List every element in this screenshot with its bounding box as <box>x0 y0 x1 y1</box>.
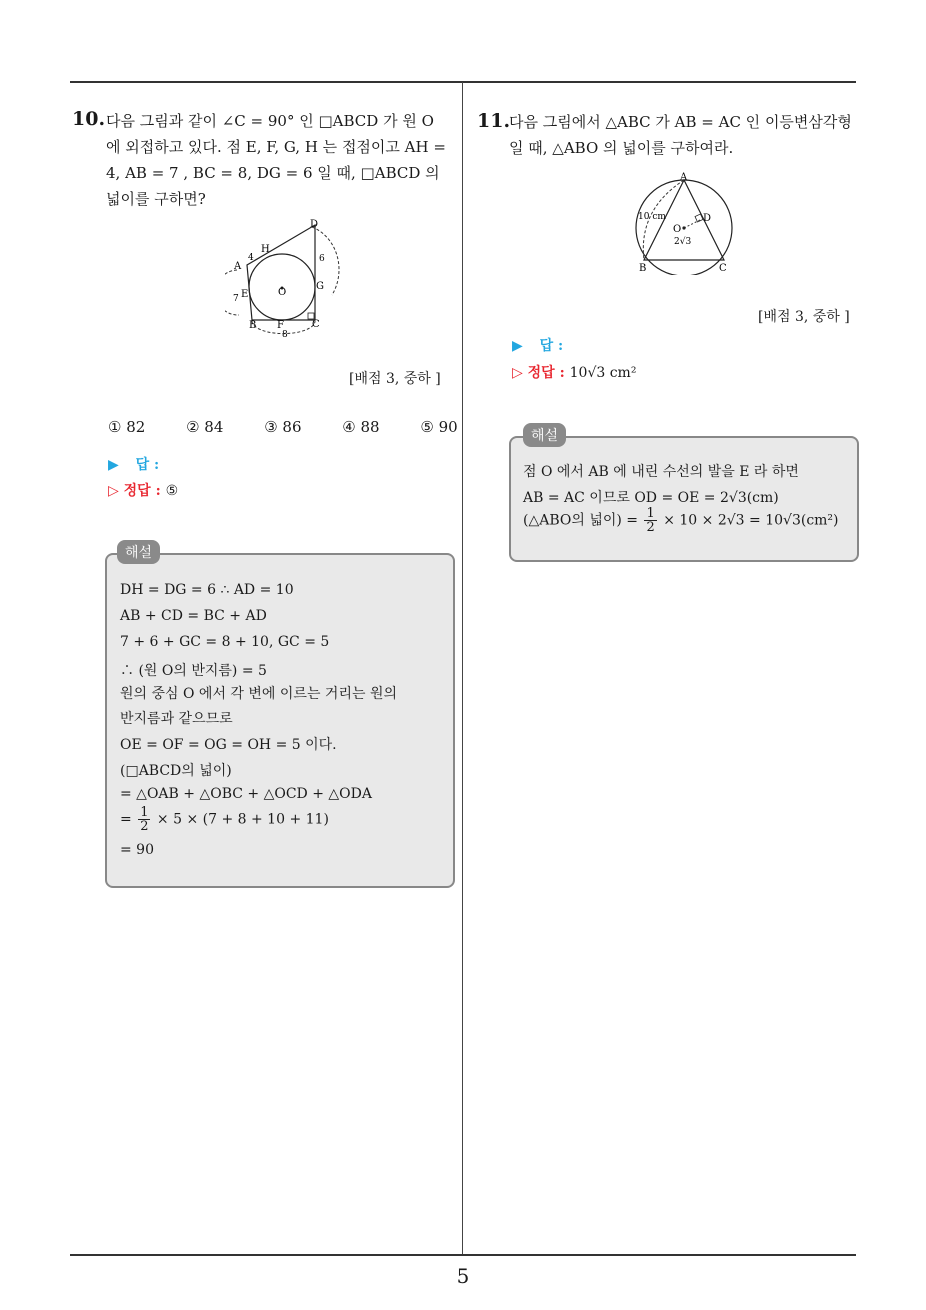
q10-sol-line-1: DH = DG = 6 ∴ AD = 10 <box>120 582 294 598</box>
question-11-line-2: 일 때, △ABO 의 넓이를 구하여라. <box>509 139 734 157</box>
question-11-figure <box>630 170 740 275</box>
question-10-line-2: 에 외접하고 있다. 점 E, F, G, H 는 접점이고 AH = <box>106 138 446 156</box>
question-11-number: 11. <box>477 110 511 132</box>
q11-sol-line-3: (△ABO의 넓이) = $\frac{1}{2}$ × 10 × 2√3 = 10√3(cm²) <box>523 506 839 535</box>
question-11-answer-row <box>512 335 563 355</box>
fig10-label-C: C <box>312 319 320 330</box>
header-rule <box>70 81 856 83</box>
q10-sol-line-10: = $\frac{1}{2}$ × 5 × (7 + 8 + 10 + 11) <box>120 805 329 834</box>
fig10-label-H: H <box>261 244 270 255</box>
question-10-answer-row <box>108 454 159 474</box>
choice-1[interactable]: ① 82 <box>108 418 146 436</box>
question-10-line-1: 다음 그림과 같이 ∠C = 90° 인 □ABCD 가 원 O <box>106 112 434 130</box>
choice-2[interactable]: ② 84 <box>186 418 224 436</box>
choice-5[interactable]: ⑤ 90 <box>420 418 458 436</box>
q11-fraction: $\frac{1}{2}$ <box>646 506 655 535</box>
fig10-label-E: E <box>241 289 249 300</box>
question-11-correct-row <box>512 362 636 382</box>
fig11-label-B: B <box>639 263 647 274</box>
q11-sol-line-1: 점 O 에서 AB 에 내린 수선의 발을 E 라 하면 <box>523 464 799 480</box>
fig10-len-8: 8 <box>282 330 288 340</box>
question-10-line-3: 4, AB = 7 , BC = 8, DG = 6 일 때, □ABCD 의 <box>106 164 440 182</box>
footer-rule <box>70 1254 856 1256</box>
q10-sol-line-9: = △OAB + △OBC + △OCD + △ODA <box>120 786 372 802</box>
correct-value: 10√3 cm² <box>569 365 637 381</box>
q10-fraction: $\frac{1}{2}$ <box>140 805 149 834</box>
q10-sol-line-8: (□ABCD의 넓이) <box>120 763 232 779</box>
play-filled-icon: ▶ <box>108 457 119 473</box>
q11-sol-line-2: AB = AC 이므로 OD = OE = 2√3(cm) <box>523 490 779 506</box>
fig11-len-r: 2√3 <box>674 237 692 247</box>
play-outline-icon: ▷ <box>108 483 119 499</box>
fig11-label-O: O <box>673 224 682 235</box>
fig10-label-D: D <box>310 219 319 230</box>
q10-sol-line-6: 반지름과 같으므로 <box>120 711 233 727</box>
question-10-line-4: 넓이를 구하면? <box>106 190 206 208</box>
fig10-len-4: 4 <box>248 253 254 263</box>
fig11-len-10: 10 cm <box>638 212 666 222</box>
correct-value: ⑤ <box>165 483 179 499</box>
q10-sol-line-7: OE = OF = OG = OH = 5 이다. <box>120 737 337 753</box>
play-filled-icon: ▶ <box>512 338 523 354</box>
column-divider <box>462 82 463 1255</box>
q10-sol-line-3: 7 + 6 + GC = 8 + 10, GC = 5 <box>120 634 330 650</box>
question-10-choices <box>108 418 494 436</box>
q10-sol-line-4: ∴ (원 O의 반지름) = 5 <box>120 663 267 679</box>
fig10-label-B: B <box>249 320 257 331</box>
page-number: 5 <box>456 1264 470 1288</box>
fig11-label-A: A <box>680 172 688 183</box>
fig10-len-6: 6 <box>319 254 325 264</box>
q10-eq-sign: = <box>120 811 132 828</box>
choice-4[interactable]: ④ 88 <box>342 418 380 436</box>
question-10-correct-row <box>108 480 178 500</box>
choice-3[interactable]: ③ 86 <box>264 418 302 436</box>
answer-label: 답 : <box>135 457 160 473</box>
fig10-label-O: O <box>278 287 287 298</box>
answer-label: 답 : <box>539 338 564 354</box>
question-11-line-1: 다음 그림에서 △ABC 가 AB = AC 인 이등변삼각형 <box>509 113 852 131</box>
fig10-len-7: 7 <box>233 294 239 304</box>
fig11-label-D: D <box>703 213 712 224</box>
correct-label: 정답 : <box>123 483 161 499</box>
fig10-label-G: G <box>316 281 324 292</box>
question-10-score: [배점 3, 중하 ] <box>349 371 441 387</box>
fig10-label-A: A <box>234 261 242 272</box>
q10-sol-line-2: AB + CD = BC + AD <box>120 608 267 624</box>
q10-sol-line-5: 원의 중심 O 에서 각 변에 이르는 거리는 원의 <box>120 686 397 702</box>
q10-sol-line-11: = 90 <box>120 842 154 858</box>
correct-label: 정답 : <box>527 365 565 381</box>
question-10-solution-tag: 해설 <box>117 540 160 564</box>
fig10-label-F: F <box>277 320 284 331</box>
question-10-figure <box>225 215 345 340</box>
play-outline-icon: ▷ <box>512 365 523 381</box>
fig11-label-C: C <box>719 263 727 274</box>
question-11-solution-tag: 해설 <box>523 423 566 447</box>
question-11-score: [배점 3, 중하 ] <box>758 309 850 325</box>
question-10-number: 10. <box>72 108 106 130</box>
